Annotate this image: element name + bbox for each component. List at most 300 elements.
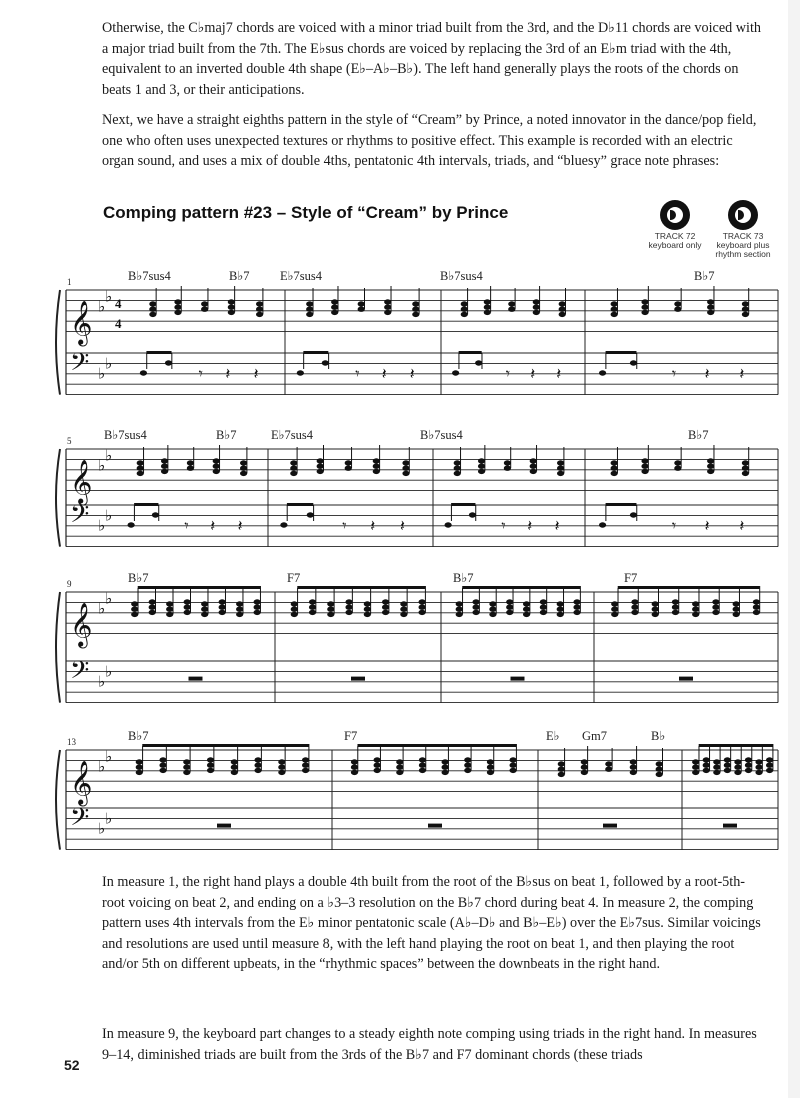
note-head	[174, 310, 181, 315]
note-head	[461, 312, 468, 317]
note-beam	[618, 586, 760, 589]
note-head	[306, 312, 313, 317]
note-head	[755, 759, 762, 764]
note-head	[707, 464, 714, 469]
bass-note-head	[165, 360, 172, 365]
note-head	[331, 305, 338, 310]
note-head	[351, 759, 358, 764]
key-flat: ♭	[105, 289, 113, 306]
note-head	[327, 607, 334, 612]
note-head	[174, 305, 181, 310]
note-head	[184, 605, 191, 610]
chord-symbol: B♭7	[688, 428, 709, 442]
note-head	[351, 765, 358, 770]
note-head	[484, 305, 491, 310]
rest: 𝄽	[527, 518, 533, 535]
note-head	[478, 464, 485, 469]
note-head	[742, 460, 749, 465]
note-head	[236, 612, 243, 617]
note-head	[166, 612, 173, 617]
note-head	[707, 310, 714, 315]
time-signature: 4	[115, 296, 122, 311]
whole-rest	[511, 677, 525, 681]
note-head	[557, 612, 564, 617]
note-head	[184, 599, 191, 604]
note-head	[254, 757, 261, 762]
note-head	[766, 763, 773, 768]
note-beam	[142, 744, 308, 747]
key-flat: ♭	[98, 821, 106, 838]
note-head	[419, 768, 426, 773]
note-head	[692, 765, 699, 770]
note-head	[256, 307, 263, 312]
note-head	[724, 763, 731, 768]
track-title: TRACK 73	[722, 231, 764, 241]
note-head	[256, 312, 263, 317]
note-head	[742, 466, 749, 471]
note-head	[557, 601, 564, 606]
note-head	[559, 307, 566, 312]
rest: 𝄾	[184, 518, 189, 535]
note-head	[611, 301, 618, 306]
rest: 𝄽	[556, 366, 562, 383]
note-head	[131, 612, 138, 617]
note-head	[240, 460, 247, 465]
note-head	[509, 768, 516, 773]
note-head	[559, 301, 566, 306]
key-flat: ♭	[98, 674, 106, 691]
key-flat: ♭	[98, 759, 106, 776]
note-head	[559, 312, 566, 317]
rest: 𝄽	[554, 518, 560, 535]
note-head	[674, 460, 681, 465]
note-head	[136, 765, 143, 770]
rest: 𝄽	[704, 366, 710, 383]
chord-symbol: B♭7	[453, 571, 474, 585]
note-head	[630, 770, 637, 775]
note-head	[278, 765, 285, 770]
rest: 𝄽	[237, 518, 243, 535]
note-head	[703, 763, 710, 768]
note-head	[149, 610, 156, 615]
chord-symbol: B♭7sus4	[128, 269, 171, 283]
note-head	[149, 301, 156, 306]
note-head	[540, 599, 547, 604]
note-head	[382, 599, 389, 604]
note-head	[504, 460, 511, 465]
note-head	[611, 612, 618, 617]
note-head	[187, 460, 194, 465]
note-head	[712, 610, 719, 615]
note-head	[508, 307, 515, 312]
note-head	[419, 610, 426, 615]
note-head	[713, 759, 720, 764]
brace	[56, 290, 60, 395]
note-head	[382, 605, 389, 610]
bass-note-head	[475, 360, 482, 365]
note-head	[174, 299, 181, 304]
note-head	[478, 469, 485, 474]
note-head	[641, 299, 648, 304]
note-head	[384, 299, 391, 304]
chord-symbol: B♭7	[128, 729, 149, 743]
note-head	[382, 610, 389, 615]
bass-note-head	[599, 522, 606, 527]
note-head	[374, 763, 381, 768]
note-head	[557, 466, 564, 471]
note-head	[358, 301, 365, 306]
note-head	[509, 763, 516, 768]
rest: 𝄽	[225, 366, 231, 383]
rest: 𝄾	[671, 366, 677, 383]
note-head	[753, 605, 760, 610]
note-head	[530, 469, 537, 474]
note-head	[558, 772, 565, 777]
note-head	[742, 301, 749, 306]
note-head	[345, 466, 352, 471]
note-head	[605, 767, 612, 772]
measure-number: 9	[67, 579, 72, 589]
key-flat: ♭	[98, 518, 106, 535]
brace	[56, 592, 60, 703]
note-head	[530, 464, 537, 469]
measure-number: 1	[67, 277, 72, 287]
note-head	[131, 607, 138, 612]
note-head	[745, 768, 752, 773]
note-head	[364, 607, 371, 612]
track-desc: keyboard plus rhythm section	[715, 240, 771, 259]
note-head	[412, 301, 419, 306]
whole-rest	[603, 824, 617, 828]
note-head	[611, 307, 618, 312]
note-head	[254, 610, 261, 615]
note-head	[183, 770, 190, 775]
note-head	[489, 601, 496, 606]
note-head	[137, 460, 144, 465]
note-head	[166, 601, 173, 606]
chord-symbol: Gm7	[582, 729, 607, 743]
note-head	[345, 460, 352, 465]
note-head	[442, 770, 449, 775]
note-head	[137, 466, 144, 471]
rest: 𝄾	[501, 518, 506, 535]
note-head	[201, 607, 208, 612]
note-head	[456, 601, 463, 606]
note-head	[523, 607, 530, 612]
rest: 𝄽	[739, 366, 745, 383]
bass-clef: 𝄢	[70, 803, 90, 838]
note-head	[327, 612, 334, 617]
track-title: TRACK 72	[654, 231, 696, 241]
note-head	[290, 471, 297, 476]
note-head	[345, 599, 352, 604]
note-head	[733, 601, 740, 606]
note-head	[201, 601, 208, 606]
note-head	[373, 458, 380, 463]
bass-clef: 𝄢	[70, 656, 90, 691]
rest: 𝄾	[671, 518, 677, 535]
note-head	[201, 307, 208, 312]
whole-rest	[189, 677, 203, 681]
key-flat: ♭	[105, 508, 113, 525]
note-head	[674, 301, 681, 306]
bass-note-head	[307, 512, 314, 517]
note-head	[149, 307, 156, 312]
note-beam	[462, 586, 580, 589]
note-head	[228, 310, 235, 315]
note-head	[358, 307, 365, 312]
note-head	[254, 599, 261, 604]
note-head	[364, 612, 371, 617]
note-head	[478, 458, 485, 463]
chord-symbol: B♭7	[128, 571, 149, 585]
whole-rest	[351, 677, 365, 681]
note-head	[161, 464, 168, 469]
note-head	[523, 612, 530, 617]
note-head	[290, 460, 297, 465]
next-paragraph: Next, we have a straight eighths pattern in the style of “Cream” by Prince, a noted innovator in the dance/pop field, one who often uses unexpected textures or rhythms to positive effect. This example is recorded with an electric organ sound, and uses a mix of double 4ths, pentatonic 4th intervals, triads, and “bluesy” grace note phrases:	[102, 112, 757, 169]
chord-symbol: E♭	[546, 729, 560, 743]
note-head	[345, 610, 352, 615]
note-head	[712, 605, 719, 610]
note-head	[236, 601, 243, 606]
note-head	[306, 301, 313, 306]
note-head	[149, 312, 156, 317]
note-head	[692, 770, 699, 775]
note-head	[557, 471, 564, 476]
note-head	[713, 770, 720, 775]
note-head	[254, 605, 261, 610]
chord-symbol: F7	[287, 571, 301, 585]
note-head	[707, 458, 714, 463]
note-head	[137, 471, 144, 476]
bass-beam	[134, 503, 158, 506]
note-head	[419, 599, 426, 604]
note-head	[207, 763, 214, 768]
brace	[56, 750, 60, 850]
bass-clef: 𝄢	[70, 500, 90, 535]
note-head	[508, 301, 515, 306]
note-head	[291, 601, 298, 606]
note-head	[219, 610, 226, 615]
note-head	[703, 768, 710, 773]
note-head	[472, 605, 479, 610]
note-head	[611, 466, 618, 471]
note-head	[652, 612, 659, 617]
note-head	[373, 464, 380, 469]
bass-clef: 𝄢	[70, 348, 90, 383]
key-flat: ♭	[105, 448, 113, 465]
note-head	[412, 312, 419, 317]
note-head	[487, 765, 494, 770]
note-head	[419, 605, 426, 610]
note-head	[755, 770, 762, 775]
note-head	[213, 464, 220, 469]
note-head	[605, 761, 612, 766]
measure-number: 13	[67, 737, 76, 747]
note-head	[692, 607, 699, 612]
note-head	[161, 469, 168, 474]
note-head	[611, 601, 618, 606]
note-head	[484, 299, 491, 304]
note-head	[506, 610, 513, 615]
note-head	[278, 759, 285, 764]
note-head	[327, 601, 334, 606]
rest: 𝄾	[342, 518, 347, 535]
rest: 𝄽	[400, 518, 405, 535]
note-head	[504, 466, 511, 471]
note-head	[159, 757, 166, 762]
note-beam	[357, 744, 516, 747]
bass-beam	[303, 351, 328, 354]
note-head	[753, 599, 760, 604]
note-head	[652, 607, 659, 612]
note-head	[489, 607, 496, 612]
note-head	[456, 607, 463, 612]
whole-rest	[217, 824, 231, 828]
note-head	[136, 759, 143, 764]
note-head	[742, 471, 749, 476]
note-head	[712, 599, 719, 604]
note-head	[412, 307, 419, 312]
note-head	[641, 458, 648, 463]
rest: 𝄽	[253, 366, 259, 383]
note-head	[461, 301, 468, 306]
section-heading: Comping pattern #23 – Style of “Cream” by Prince	[103, 203, 509, 222]
note-head	[484, 310, 491, 315]
bass-beam	[606, 351, 637, 354]
note-head	[630, 765, 637, 770]
note-head	[506, 605, 513, 610]
note-head	[557, 460, 564, 465]
note-head	[692, 759, 699, 764]
note-head	[672, 599, 679, 604]
note-head	[131, 601, 138, 606]
note-head	[231, 770, 238, 775]
note-head	[309, 610, 316, 615]
note-head	[456, 612, 463, 617]
note-head	[219, 599, 226, 604]
note-head	[724, 768, 731, 773]
note-head	[461, 307, 468, 312]
note-head	[302, 763, 309, 768]
bass-note-head	[128, 522, 135, 527]
note-head	[207, 757, 214, 762]
note-head	[641, 305, 648, 310]
note-head	[472, 610, 479, 615]
bass-note-head	[599, 370, 606, 375]
note-head	[228, 305, 235, 310]
note-head	[454, 460, 461, 465]
note-head	[236, 607, 243, 612]
key-flat: ♭	[98, 366, 106, 383]
bass-beam	[606, 503, 637, 506]
bass-beam	[287, 503, 313, 506]
note-head	[231, 759, 238, 764]
bass-note-head	[630, 360, 637, 365]
note-beam	[699, 744, 773, 747]
note-head	[464, 763, 471, 768]
note-head	[396, 759, 403, 764]
note-head	[228, 299, 235, 304]
note-head	[309, 599, 316, 604]
note-head	[278, 770, 285, 775]
note-head	[734, 765, 741, 770]
note-head	[402, 460, 409, 465]
note-head	[240, 466, 247, 471]
note-head	[745, 763, 752, 768]
note-head	[631, 610, 638, 615]
note-head	[533, 305, 540, 310]
chord-symbol: E♭7sus4	[280, 269, 323, 283]
note-head	[256, 301, 263, 306]
note-head	[254, 768, 261, 773]
note-head	[641, 464, 648, 469]
bass-beam	[459, 351, 482, 354]
note-head	[219, 605, 226, 610]
treble-clef: 𝄞	[70, 602, 93, 647]
note-head	[611, 312, 618, 317]
note-head	[656, 761, 663, 766]
note-head	[733, 612, 740, 617]
chord-symbol: B♭7	[229, 269, 250, 283]
note-head	[713, 765, 720, 770]
note-head	[487, 759, 494, 764]
note-head	[692, 601, 699, 606]
note-head	[558, 767, 565, 772]
rest: 𝄽	[409, 366, 415, 383]
rest: 𝄾	[355, 366, 360, 383]
whole-rest	[428, 824, 442, 828]
rest: 𝄽	[370, 518, 376, 535]
note-head	[213, 469, 220, 474]
key-flat: ♭	[105, 356, 113, 373]
note-head	[400, 612, 407, 617]
bass-note-head	[280, 522, 287, 527]
rest: 𝄽	[704, 518, 710, 535]
note-head	[558, 761, 565, 766]
note-head	[291, 612, 298, 617]
key-flat: ♭	[105, 811, 113, 828]
chord-symbol: B♭7	[216, 428, 237, 442]
note-head	[630, 759, 637, 764]
note-head	[454, 471, 461, 476]
note-head	[487, 770, 494, 775]
note-head	[656, 767, 663, 772]
note-head	[400, 601, 407, 606]
note-head	[374, 768, 381, 773]
note-head	[183, 765, 190, 770]
note-head	[652, 601, 659, 606]
note-head	[766, 768, 773, 773]
note-head	[489, 612, 496, 617]
note-head	[742, 307, 749, 312]
chord-symbol: B♭7sus4	[440, 269, 483, 283]
note-head	[464, 757, 471, 762]
note-head	[161, 458, 168, 463]
note-head	[573, 599, 580, 604]
note-head	[464, 768, 471, 773]
bass-note-head	[297, 370, 304, 375]
treble-clef: 𝄞	[70, 459, 93, 504]
measure9-paragraph: In measure 9, the keyboard part changes to a steady eighth note comping using triads in the right hand. In measures 9–14, diminished triads are built from the 3rds of the B♭7 and F7 dominant chords (these triads	[102, 1026, 757, 1063]
note-head	[611, 460, 618, 465]
note-head	[742, 312, 749, 317]
note-head	[317, 469, 324, 474]
rest: 𝄾	[198, 366, 203, 383]
note-head	[384, 305, 391, 310]
note-head	[674, 307, 681, 312]
